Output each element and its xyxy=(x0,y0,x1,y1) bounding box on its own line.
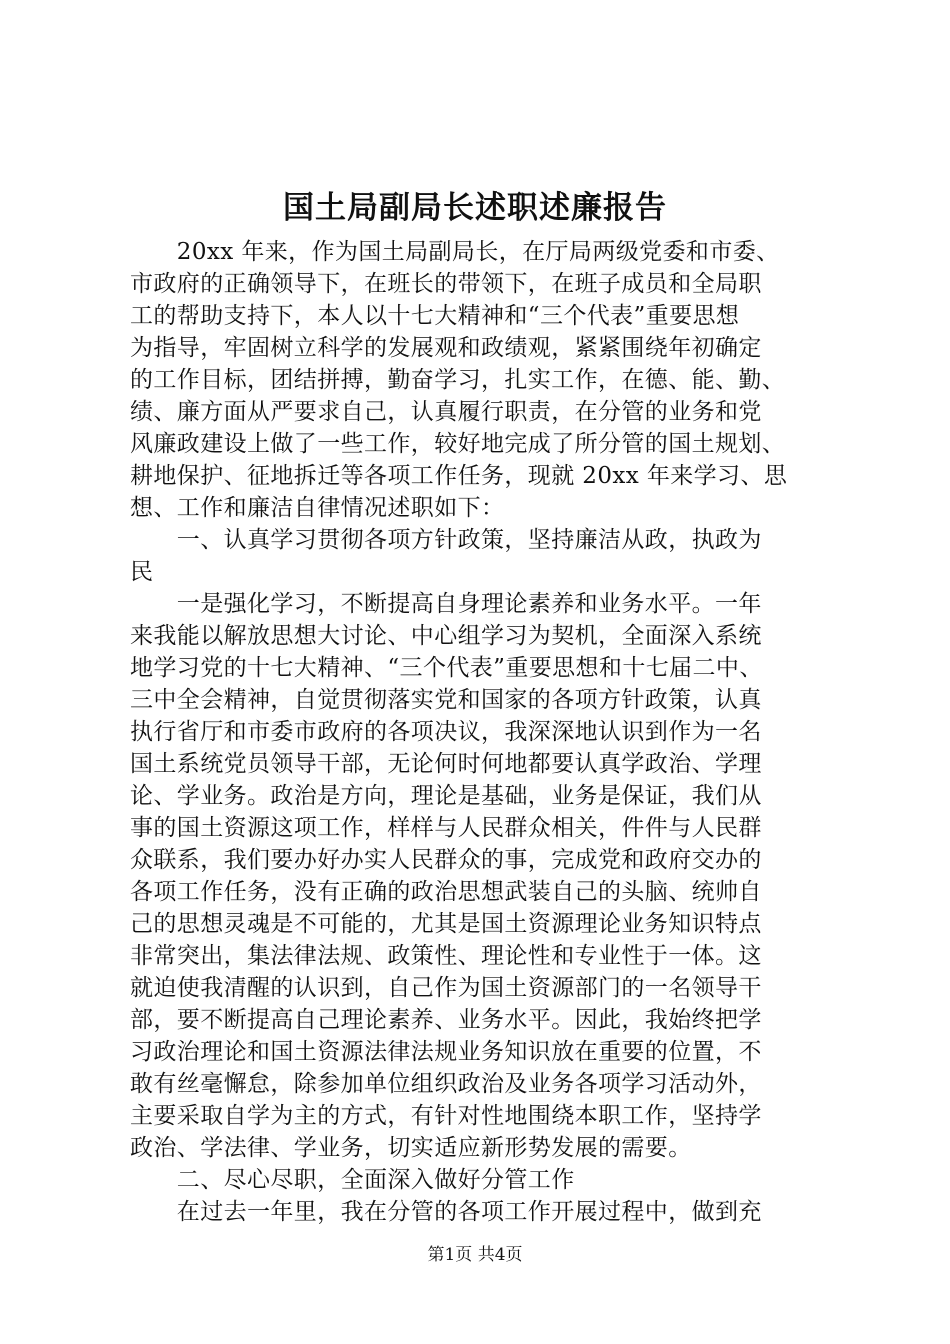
body-line: 各项工作任务，没有正确的政治思想武装自己的头脑、统帅自 xyxy=(130,879,762,905)
document-body xyxy=(130,236,830,1228)
body-line: 风廉政建设上做了一些工作，较好地完成了所分管的国土规划、 xyxy=(130,431,786,457)
body-line: 为指导，牢固树立科学的发展观和政绩观，紧紧围绕年初确定 xyxy=(130,335,762,361)
body-line: 国土系统党员领导干部，无论何时何地都要认真学政治、学理 xyxy=(130,751,762,777)
body-line: 20xx 年来，作为国土局副局长，在厅局两级党委和市委、 xyxy=(130,239,780,265)
body-line: 执行省厅和市委市政府的各项决议，我深深地认识到作为一名 xyxy=(130,719,762,745)
body-line: 部，要不断提高自己理论素养、业务水平。因此，我始终把学 xyxy=(130,1007,762,1033)
body-line: 在过去一年里，我在分管的各项工作开展过程中，做到充 xyxy=(130,1199,762,1225)
body-line: 耕地保护、征地拆迁等各项工作任务，现就 20xx 年来学习、思 xyxy=(130,463,788,489)
body-line: 绩、廉方面从严要求自己，认真履行职责，在分管的业务和党 xyxy=(130,399,762,425)
section-heading: 二、尽心尽职，全面深入做好分管工作 xyxy=(130,1167,575,1193)
body-line: 政治、学法律、学业务，切实适应新形势发展的需要。 xyxy=(130,1135,692,1161)
body-line: 事的国土资源这项工作，样样与人民群众相关，件件与人民群 xyxy=(130,815,762,841)
document-title: 国土局副局长述职述廉报告 xyxy=(283,190,667,226)
body-line: 想、工作和廉洁自律情况述职如下： xyxy=(130,495,505,521)
section-heading-cont: 民 xyxy=(130,559,154,585)
body-line: 工的帮助支持下，本人以十七大精神和“三个代表”重要思想 xyxy=(130,303,740,329)
body-line: 众联系，我们要办好办实人民群众的事，完成党和政府交办的 xyxy=(130,847,762,873)
body-line: 的工作目标，团结拼搏，勤奋学习，扎实工作，在德、能、勤、 xyxy=(130,367,786,393)
body-line: 一是强化学习，不断提高自身理论素养和业务水平。一年 xyxy=(130,591,762,617)
body-line: 己的思想灵魂是不可能的，尤其是国土资源理论业务知识特点 xyxy=(130,911,762,937)
body-line: 论、学业务。政治是方向，理论是基础，业务是保证，我们从 xyxy=(130,783,762,809)
page-footer: 第1页 共4页 xyxy=(427,1245,523,1265)
body-line: 就迫使我清醒的认识到，自己作为国土资源部门的一名领导干 xyxy=(130,975,762,1001)
body-line: 习政治理论和国土资源法律法规业务知识放在重要的位置，不 xyxy=(130,1039,762,1065)
body-line: 地学习党的十七大精神、“三个代表”重要思想和十七届二中、 xyxy=(130,655,763,681)
body-line: 来我能以解放思想大讨论、中心组学习为契机，全面深入系统 xyxy=(130,623,762,649)
section-heading: 一、认真学习贯彻各项方针政策，坚持廉洁从政，执政为 xyxy=(130,527,762,553)
body-line: 市政府的正确领导下，在班长的带领下，在班子成员和全局职 xyxy=(130,271,762,297)
body-line: 三中全会精神，自觉贯彻落实党和国家的各项方针政策，认真 xyxy=(130,687,762,713)
body-line: 敢有丝毫懈怠，除参加单位组织政治及业务各项学习活动外， xyxy=(130,1071,762,1097)
body-line: 主要采取自学为主的方式，有针对性地围绕本职工作，坚持学 xyxy=(130,1103,762,1129)
body-line: 非常突出，集法律法规、政策性、理论性和专业性于一体。这 xyxy=(130,943,762,969)
